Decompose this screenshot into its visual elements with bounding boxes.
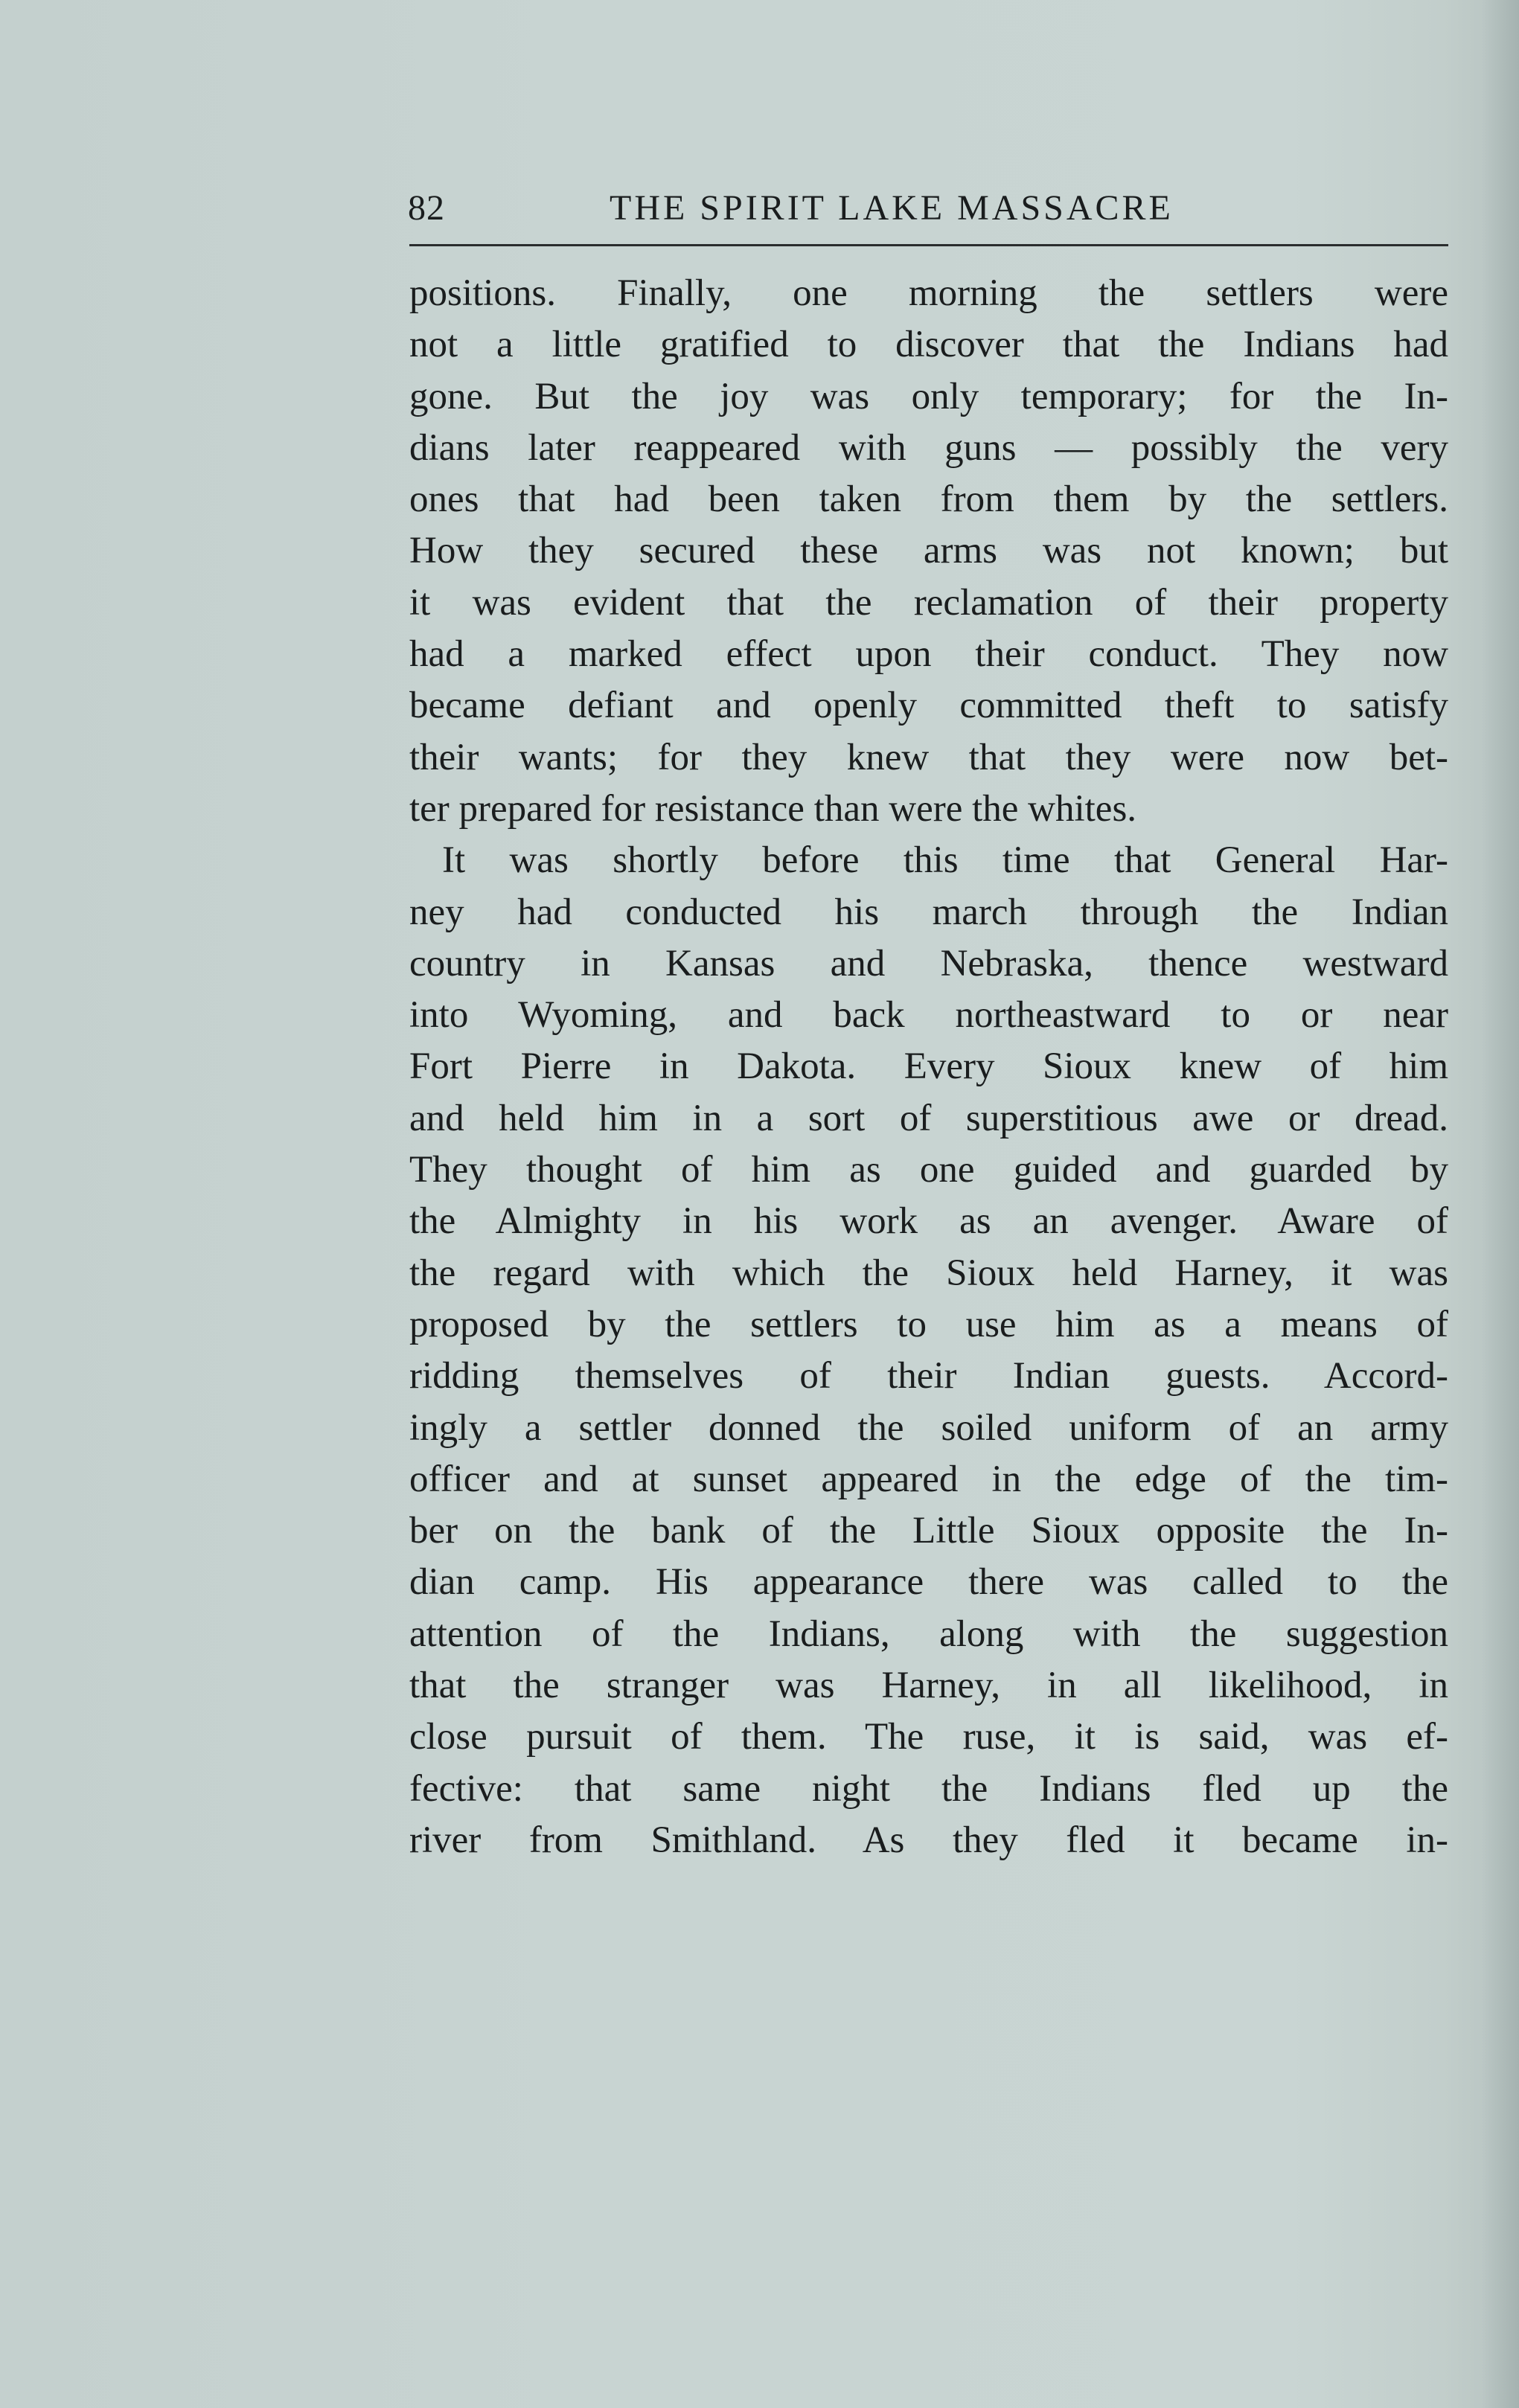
text-line: into Wyoming, and back northeastward to or near — [409, 994, 1448, 1037]
paragraph-start-line: It was shortly before this time that General Har- — [442, 839, 1448, 882]
text-line: How they secured these arms was not known; but — [409, 530, 1448, 572]
page-edge-shadow — [1482, 0, 1519, 2408]
text-line: ridding themselves of their Indian guests. Accord- — [409, 1355, 1448, 1397]
text-line: and held him in a sort of superstitious awe or dread. — [409, 1097, 1448, 1139]
text-line: that the stranger was Harney, in all likelihood, in — [409, 1665, 1448, 1707]
text-line: ones that had been taken from them by the settlers. — [409, 478, 1448, 521]
text-line: had a marked effect upon their conduct. They now — [409, 633, 1448, 676]
text-line: officer and at sunset appeared in the edge of the tim- — [409, 1458, 1448, 1500]
text-line: fective: that same night the Indians fled up the — [409, 1767, 1448, 1810]
page-header — [408, 188, 1450, 240]
text-line: the Almighty in his work as an avenger. Aware of — [409, 1200, 1448, 1243]
text-line: gone. But the joy was only temporary; for the In- — [409, 375, 1448, 417]
text-line: their wants; for they knew that they were now bet- — [409, 736, 1448, 778]
text-line: close pursuit of them. The ruse, it is said, was ef- — [409, 1716, 1448, 1758]
text-line: dian camp. His appearance there was called to the — [409, 1561, 1448, 1604]
text-line: They thought of him as one guided and guarded by — [409, 1149, 1448, 1191]
text-line: proposed by the settlers to use him as a means of — [409, 1303, 1448, 1345]
text-line: Fort Pierre in Dakota. Every Sioux knew of him — [409, 1046, 1448, 1088]
text-line: became defiant and openly committed theft to satisfy — [409, 685, 1448, 727]
text-line: country in Kansas and Nebraska, thence westward — [409, 942, 1448, 984]
text-line: ingly a settler donned the soiled uniform of an army — [409, 1406, 1448, 1449]
text-line: river from Smithland. As they fled it became in- — [409, 1819, 1448, 1861]
text-line: positions. Finally, one morning the settlers were — [409, 272, 1448, 314]
text-line: ney had conducted his march through the Indian — [409, 891, 1448, 933]
text-line: the regard with which the Sioux held Harney, it was — [409, 1252, 1448, 1294]
text-line: ber on the bank of the Little Sioux opposite the In- — [409, 1510, 1448, 1552]
text-line: dians later reappeared with guns — possibly the very — [409, 426, 1448, 469]
running-title: THE SPIRIT LAKE MASSACRE — [610, 188, 1174, 228]
text-line: attention of the Indians, along with the suggestion — [409, 1613, 1448, 1655]
text-line: not a little gratified to discover that the Indians had — [409, 324, 1448, 366]
page-number: 82 — [408, 188, 445, 228]
header-rule — [409, 244, 1448, 246]
text-line: it was evident that the reclamation of their property — [409, 581, 1448, 624]
body-text — [409, 268, 1448, 1866]
text-line: ter prepared for resistance than were the whites. — [409, 787, 1137, 830]
